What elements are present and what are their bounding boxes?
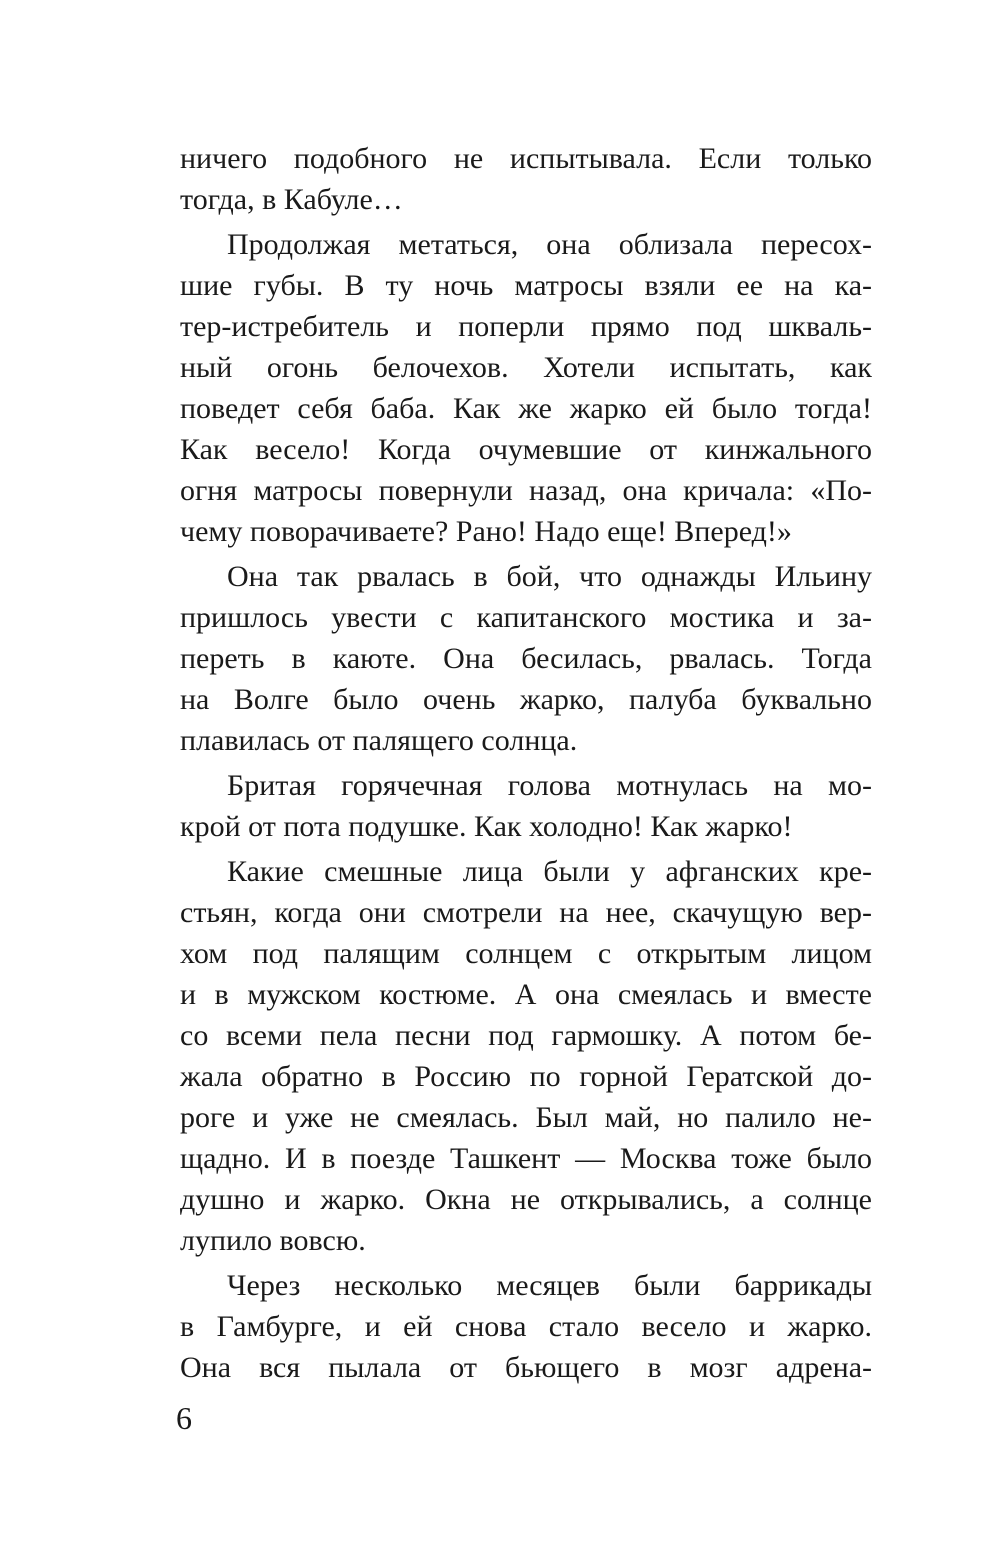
text-line: Продолжая метаться, она облизала пересох-: [227, 228, 872, 261]
text-line: роге и уже не смеялась. Был май, но палило не-: [180, 1101, 872, 1134]
text-line: шие губы. В ту ночь матросы взяли ее на ка-: [180, 269, 872, 302]
text-line: хом под палящим солнцем с открытым лицом: [180, 937, 872, 970]
page-text: [180, 138, 872, 1392]
paragraph-5: [180, 851, 872, 1261]
text-line: Она вся пылала от бьющего в мозг адрена-: [180, 1351, 872, 1384]
text-line: переть в каюте. Она бесилась, рвалась. Тогда: [180, 642, 872, 675]
text-line: поведет себя баба. Как же жарко ей было тогда!: [180, 392, 872, 425]
text-line: тогда, в Кабуле…: [180, 183, 403, 216]
text-line: Через несколько месяцев были баррикады: [227, 1269, 872, 1302]
page-number: 6: [176, 1400, 192, 1436]
text-line: Бритая горячечная голова мотнулась на мо-: [227, 769, 872, 802]
paragraph-4: [180, 765, 872, 847]
text-line: пришлось увести с капитанского мостика и за-: [180, 601, 872, 634]
text-line: ничего подобного не испытывала. Если только: [180, 142, 872, 175]
text-line: лупило вовсю.: [180, 1224, 366, 1257]
text-line: на Волге было очень жарко, палуба буквально: [180, 683, 872, 716]
text-line: Как весело! Когда очумевшие от кинжального: [180, 433, 872, 466]
text-line: щадно. И в поезде Ташкент — Москва тоже было: [180, 1142, 872, 1175]
paragraph-1: [180, 138, 872, 220]
text-line: крой от пота подушке. Как холодно! Как жарко!: [180, 810, 793, 843]
text-line: и в мужском костюме. А она смеялась и вместе: [180, 978, 872, 1011]
text-line: со всеми пела песни под гармошку. А потом бе-: [180, 1019, 872, 1052]
text-line: в Гамбурге, и ей снова стало весело и жарко.: [180, 1310, 872, 1343]
text-line: Какие смешные лица были у афганских кре-: [227, 855, 872, 888]
text-line: душно и жарко. Окна не открывались, а солнце: [180, 1183, 872, 1216]
text-line: тер-истребитель и поперли прямо под шкваль-: [180, 310, 872, 343]
text-line: огня матросы повернули назад, она кричала: «По-: [180, 474, 872, 507]
text-line: жала обратно в Россию по горной Гератской до-: [180, 1060, 872, 1093]
paragraph-3: [180, 556, 872, 761]
text-line: Она так рвалась в бой, что однажды Ильину: [227, 560, 872, 593]
paragraph-6: [180, 1265, 872, 1388]
paragraph-2: [180, 224, 872, 552]
text-line: стьян, когда они смотрели на нее, скачущую вер-: [180, 896, 872, 929]
text-line: ный огонь белочехов. Хотели испытать, как: [180, 351, 872, 384]
text-line: плавилась от палящего солнца.: [180, 724, 578, 757]
text-line: чему поворачиваете? Рано! Надо еще! Вперед!»: [180, 515, 792, 548]
